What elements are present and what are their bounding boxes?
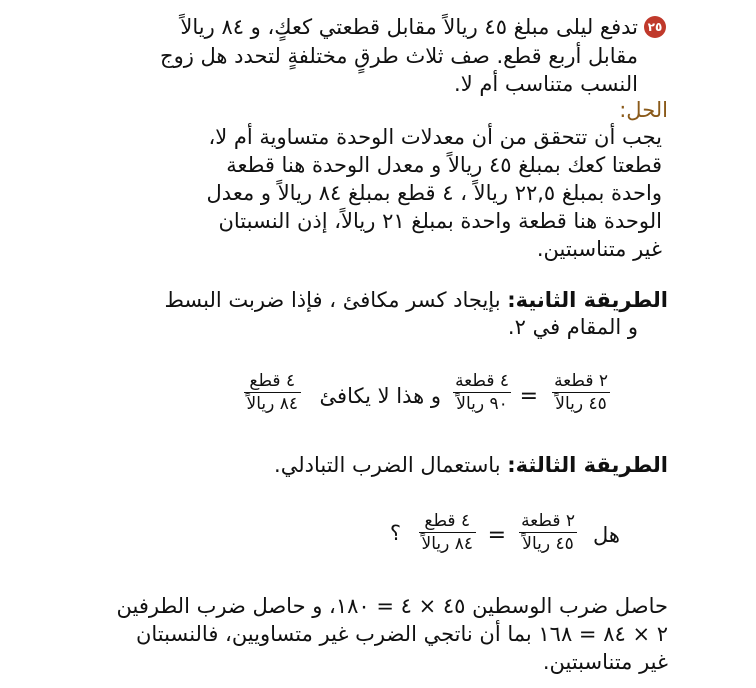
method2-text: بإيجاد كسر مكافئ ، فإذا ضربت البسط	[164, 288, 508, 312]
fraction-denominator: ٨٤ ريالاً	[244, 392, 302, 415]
question-mark: ؟	[389, 521, 401, 545]
method3-fraction-2	[419, 510, 477, 555]
problem-line-2: مقابل أربع قطع. صف ثلاث طرقٍ مختلفةٍ لتحدد هل زوج	[160, 44, 638, 68]
method3-fraction-1	[518, 510, 578, 555]
method2-line-1	[164, 287, 668, 314]
solution-line-1: يجب أن تتحقق من أن معدلات الوحدة متساوية أم لا،	[208, 125, 662, 149]
solution-label: الحل:	[619, 98, 668, 122]
problem-line-3: النسب متناسب أم لا.	[454, 72, 638, 96]
fraction-numerator: ٤ قطعة	[455, 371, 509, 391]
method2-fraction-2	[452, 370, 512, 415]
fraction-numerator: ٢ قطعة	[521, 511, 575, 531]
problem-number-badge: ٢٥	[644, 16, 666, 38]
method3-title: الطريقة الثالثة:	[507, 453, 668, 477]
conclusion-line-3: غير متناسبتين.	[542, 650, 668, 674]
conclusion-line-2: ٢ × ٨٤ = ١٦٨ بما أن ناتجي الضرب غير متساويين، فالنسبتان	[135, 622, 668, 646]
method2-fraction-1	[551, 370, 611, 415]
fraction-numerator: ٤ قطع	[424, 511, 471, 531]
fraction-denominator: ٨٤ ريالاً	[419, 532, 477, 555]
fraction-numerator: ٢ قطعة	[554, 371, 608, 391]
solution-line-3: واحدة بمبلغ ٢٢,٥ ريالاً ، ٤ قطع بمبلغ ٨٤ ريالاً و معدل	[206, 181, 662, 205]
method2-title: الطريقة الثانية:	[507, 288, 668, 312]
problem-line-1: تدفع ليلى مبلغ ٤٥ ريالاً مقابل قطعتي كعكٍ، و ٨٤ ريالاً	[180, 15, 638, 39]
fraction-denominator: ٤٥ ريالاً	[519, 532, 577, 555]
question-word: هل	[593, 523, 620, 547]
solution-line-2: قطعتا كعك بمبلغ ٤٥ ريالاً و معدل الوحدة هنا قطعة	[226, 153, 662, 177]
solution-line-4: الوحدة هنا قطعة واحدة بمبلغ ٢١ ريالاً، إذن النسبتان	[218, 209, 662, 233]
method2-fraction-3	[244, 370, 302, 415]
fraction-denominator: ٩٠ ريالاً	[453, 392, 511, 415]
not-equivalent-text: و هذا لا يكافئ	[319, 384, 441, 408]
fraction-denominator: ٤٥ ريالاً	[552, 392, 610, 415]
equals-sign: =	[519, 384, 538, 409]
method2-line-2: و المقام في ٢.	[507, 315, 638, 339]
equals-sign: =	[487, 523, 506, 548]
fraction-numerator: ٤ قطع	[249, 371, 296, 391]
method3-text: باستعمال الضرب التبادلي.	[274, 453, 508, 477]
conclusion-line-1: حاصل ضرب الوسطين ٤٥ × ٤ = ١٨٠، و حاصل ضرب الطرفين	[116, 594, 668, 618]
solution-line-5: غير متناسبتين.	[536, 237, 662, 261]
method3-line	[274, 452, 668, 479]
